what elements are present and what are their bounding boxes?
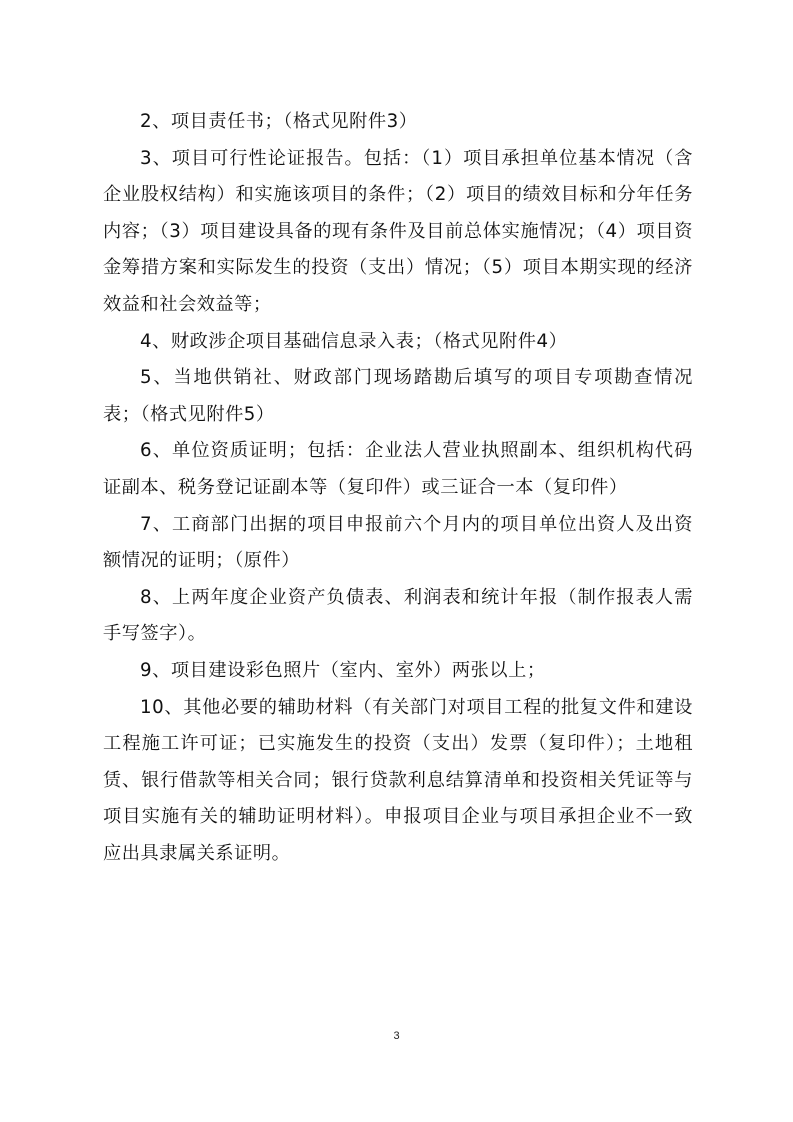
- item-3-feasibility-report: 3、项目可行性论证报告。包括：（1）项目承担单位基本情况（含企业股权结构）和实施该项目的条件；（2）项目的绩效目标和分年任务内容；（3）项目建设具备的现有条件及目前总体实施情况；（4）项目资金筹措方案和实际发生的投资（支出）情况；（5）项目本期实现的经济效益和社会效益等；: [103, 147, 693, 315]
- item-8-financial-statements: 8、上两年度企业资产负债表、利润表和统计年报（制作报表人需手写签字）。: [103, 586, 693, 645]
- item-4-basic-info-form: 4、财政涉企项目基础信息录入表；（格式见附件4）: [140, 330, 568, 352]
- item-6-qualification-proof: 6、单位资质证明；包括：企业法人营业执照副本、组织机构代码证副本、税务登记证副本等（复印件）或三证合一本（复印件）: [103, 440, 693, 498]
- item-7-investor-proof: 7、工商部门出据的项目申报前六个月内的项目单位出资人及出资额情况的证明；（原件）: [103, 513, 693, 572]
- page-number: 3: [393, 1030, 400, 1042]
- item-2-responsibility-letter: 2、项目责任书；（格式见附件3）: [140, 111, 418, 132]
- item-5-site-inspection-form: 5、当地供销社、财政部门现场踏勘后填写的项目专项勘查情况表；（格式见附件5）: [103, 367, 693, 425]
- item-10-supporting-materials: 10、其他必要的辅助材料（有关部门对项目工程的批复文件和建设工程施工许可证；已实施发生的投资（支出）发票（复印件）；土地租赁、银行借款等相关合同；银行贷款利息结算清单和投资相关凭证等与项目实施有关的辅助证明材料）。申报项目企业与项目承担企业不一致应出具隶属关系证明。: [103, 696, 693, 864]
- document-body: [103, 104, 693, 872]
- item-9-photos: 9、项目建设彩色照片（室内、室外）两张以上；: [140, 659, 546, 681]
